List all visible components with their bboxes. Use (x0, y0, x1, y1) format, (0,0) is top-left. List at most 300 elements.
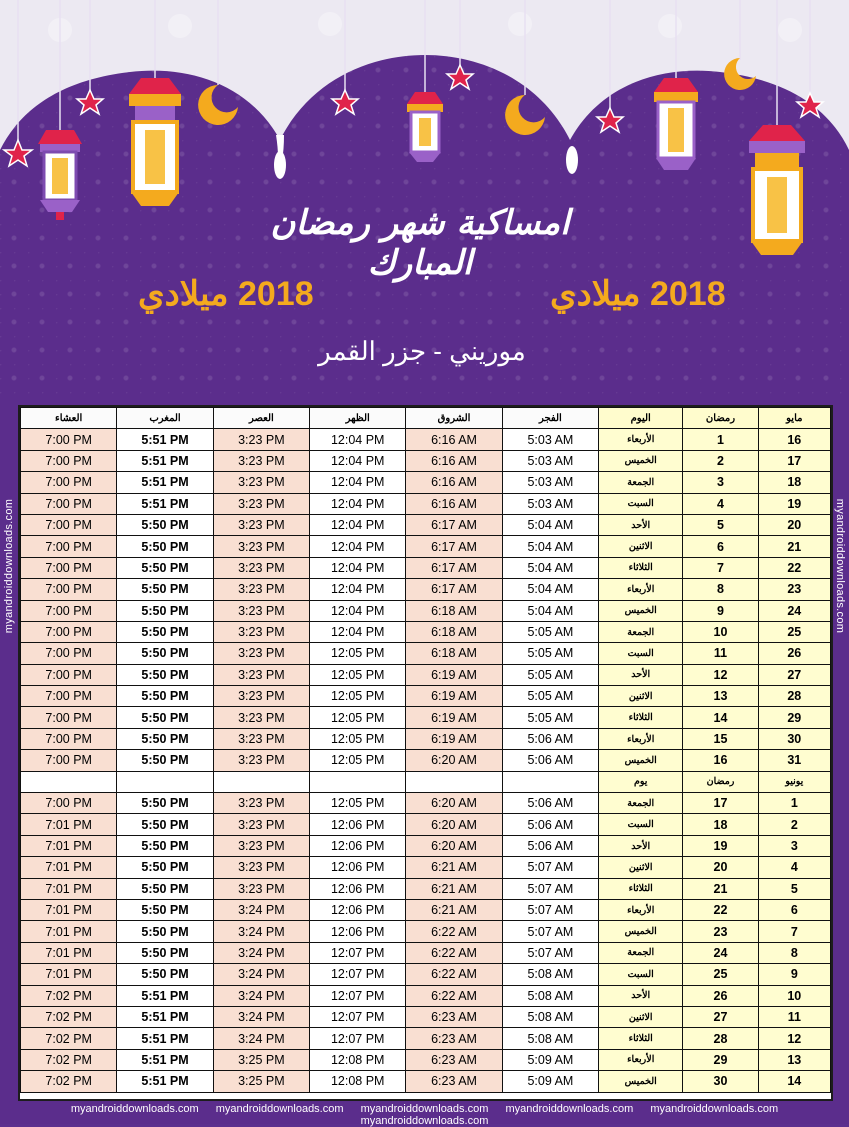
day-cell: السبت (599, 643, 683, 664)
dhuhr-cell: 12:05 PM (310, 793, 406, 814)
sunrise-cell: 6:20 AM (406, 835, 502, 856)
header-dhuhr: الظهر (310, 408, 406, 429)
maghrib-cell: 5:50 PM (117, 686, 213, 707)
isha-cell: 7:00 PM (21, 493, 117, 514)
isha-cell: 7:01 PM (21, 942, 117, 963)
table-row (21, 429, 831, 450)
ramadan-day-cell: 13 (683, 686, 758, 707)
day-cell: السبت (599, 964, 683, 985)
ramadan-day-cell: 19 (683, 835, 758, 856)
gregorian-day-cell: 16 (758, 429, 830, 450)
location-label: موريني - جزر القمر (318, 336, 526, 366)
isha-cell: 7:01 PM (21, 857, 117, 878)
table-row (21, 643, 831, 664)
fajr-cell: 5:04 AM (502, 557, 598, 578)
maghrib-cell: 5:51 PM (117, 472, 213, 493)
ramadan-day-cell: 3 (683, 472, 758, 493)
asr-cell: 3:25 PM (213, 1049, 309, 1070)
dhuhr-cell: 12:08 PM (310, 1049, 406, 1070)
isha-cell: 7:00 PM (21, 793, 117, 814)
day-cell: الأربعاء (599, 899, 683, 920)
dhuhr-cell: 12:07 PM (310, 985, 406, 1006)
dhuhr-cell: 12:07 PM (310, 1028, 406, 1049)
ramadan-day-cell: 27 (683, 1006, 758, 1027)
gregorian-day-cell: 23 (758, 579, 830, 600)
maghrib-cell: 5:50 PM (117, 514, 213, 535)
ramadan-day-cell: 2 (683, 450, 758, 471)
table-row (21, 1049, 831, 1070)
maghrib-cell: 5:51 PM (117, 1071, 213, 1092)
separator-ramadan-label: رمضان (683, 771, 758, 792)
separator-empty (310, 771, 406, 792)
sunrise-cell: 6:16 AM (406, 472, 502, 493)
sunrise-cell: 6:17 AM (406, 579, 502, 600)
maghrib-cell: 5:51 PM (117, 985, 213, 1006)
asr-cell: 3:24 PM (213, 964, 309, 985)
sunrise-cell: 6:19 AM (406, 707, 502, 728)
gregorian-day-cell: 19 (758, 493, 830, 514)
maghrib-cell: 5:50 PM (117, 878, 213, 899)
table-body-may (21, 429, 831, 771)
asr-cell: 3:23 PM (213, 878, 309, 899)
separator-empty (21, 771, 117, 792)
table-row (21, 878, 831, 899)
asr-cell: 3:23 PM (213, 664, 309, 685)
table-row (21, 1028, 831, 1049)
gregorian-day-cell: 21 (758, 536, 830, 557)
header-sunrise: الشروق (406, 408, 502, 429)
day-cell: الأحد (599, 985, 683, 1006)
sunrise-cell: 6:21 AM (406, 857, 502, 878)
ramadan-day-cell: 26 (683, 985, 758, 1006)
asr-cell: 3:23 PM (213, 600, 309, 621)
day-cell: الثلاثاء (599, 878, 683, 899)
maghrib-cell: 5:50 PM (117, 942, 213, 963)
dhuhr-cell: 12:07 PM (310, 1006, 406, 1027)
sunrise-cell: 6:20 AM (406, 814, 502, 835)
fajr-cell: 5:08 AM (502, 964, 598, 985)
maghrib-cell: 5:51 PM (117, 450, 213, 471)
sunrise-cell: 6:17 AM (406, 557, 502, 578)
ramadan-day-cell: 11 (683, 643, 758, 664)
ramadan-day-cell: 7 (683, 557, 758, 578)
dhuhr-cell: 12:04 PM (310, 514, 406, 535)
footer-watermark: myandroiddownloads.com (505, 1103, 634, 1115)
asr-cell: 3:24 PM (213, 921, 309, 942)
isha-cell: 7:00 PM (21, 643, 117, 664)
maghrib-cell: 5:51 PM (117, 1028, 213, 1049)
asr-cell: 3:23 PM (213, 493, 309, 514)
ramadan-day-cell: 15 (683, 728, 758, 749)
day-cell: الأحد (599, 514, 683, 535)
maghrib-cell: 5:50 PM (117, 835, 213, 856)
dhuhr-cell: 12:04 PM (310, 450, 406, 471)
asr-cell: 3:23 PM (213, 621, 309, 642)
gregorian-day-cell: 17 (758, 450, 830, 471)
isha-cell: 7:00 PM (21, 750, 117, 771)
dhuhr-cell: 12:08 PM (310, 1071, 406, 1092)
dhuhr-cell: 12:04 PM (310, 429, 406, 450)
asr-cell: 3:24 PM (213, 1028, 309, 1049)
table-row (21, 514, 831, 535)
isha-cell: 7:01 PM (21, 899, 117, 920)
table-row (21, 899, 831, 920)
ramadan-day-cell: 21 (683, 878, 758, 899)
day-cell: الثلاثاء (599, 1028, 683, 1049)
day-cell: الجمعة (599, 793, 683, 814)
maghrib-cell: 5:50 PM (117, 557, 213, 578)
day-cell: الخميس (599, 1071, 683, 1092)
gregorian-day-cell: 8 (758, 942, 830, 963)
ramadan-day-cell: 25 (683, 964, 758, 985)
fajr-cell: 5:06 AM (502, 835, 598, 856)
asr-cell: 3:23 PM (213, 707, 309, 728)
gregorian-day-cell: 11 (758, 1006, 830, 1027)
dhuhr-cell: 12:06 PM (310, 899, 406, 920)
fajr-cell: 5:05 AM (502, 643, 598, 664)
ramadan-day-cell: 9 (683, 600, 758, 621)
footer-watermark: myandroiddownloads.com (70, 1103, 199, 1115)
ramadan-day-cell: 23 (683, 921, 758, 942)
day-cell: الثلاثاء (599, 707, 683, 728)
separator-month-label: يونيو (758, 771, 830, 792)
fajr-cell: 5:03 AM (502, 472, 598, 493)
fajr-cell: 5:04 AM (502, 579, 598, 600)
gregorian-day-cell: 9 (758, 964, 830, 985)
footer-watermark: myandroiddownloads.com (650, 1103, 779, 1115)
maghrib-cell: 5:50 PM (117, 707, 213, 728)
dhuhr-cell: 12:04 PM (310, 493, 406, 514)
year-label-left: 2018 ميلادي (138, 275, 314, 313)
table-row (21, 814, 831, 835)
sunrise-cell: 6:16 AM (406, 429, 502, 450)
table-row (21, 835, 831, 856)
sunrise-cell: 6:19 AM (406, 664, 502, 685)
fajr-cell: 5:06 AM (502, 814, 598, 835)
isha-cell: 7:00 PM (21, 450, 117, 471)
year-label-right: 2018 ميلادي (550, 275, 726, 313)
fajr-cell: 5:04 AM (502, 514, 598, 535)
dhuhr-cell: 12:05 PM (310, 686, 406, 707)
table-row (21, 921, 831, 942)
ramadan-day-cell: 30 (683, 1071, 758, 1092)
fajr-cell: 5:04 AM (502, 536, 598, 557)
gregorian-day-cell: 24 (758, 600, 830, 621)
asr-cell: 3:23 PM (213, 793, 309, 814)
table-row (21, 728, 831, 749)
gregorian-day-cell: 3 (758, 835, 830, 856)
sunrise-cell: 6:22 AM (406, 921, 502, 942)
maghrib-cell: 5:50 PM (117, 643, 213, 664)
gregorian-day-cell: 7 (758, 921, 830, 942)
gregorian-day-cell: 31 (758, 750, 830, 771)
asr-cell: 3:23 PM (213, 429, 309, 450)
dhuhr-cell: 12:07 PM (310, 964, 406, 985)
isha-cell: 7:00 PM (21, 472, 117, 493)
ramadan-day-cell: 1 (683, 429, 758, 450)
table-row (21, 793, 831, 814)
asr-cell: 3:23 PM (213, 728, 309, 749)
fajr-cell: 5:08 AM (502, 985, 598, 1006)
table-row (21, 557, 831, 578)
asr-cell: 3:24 PM (213, 1006, 309, 1027)
footer-watermark: myandroiddownloads.com (215, 1103, 344, 1115)
isha-cell: 7:00 PM (21, 664, 117, 685)
footer-watermarks (0, 1103, 849, 1127)
dhuhr-cell: 12:05 PM (310, 750, 406, 771)
sunrise-cell: 6:23 AM (406, 1071, 502, 1092)
isha-cell: 7:01 PM (21, 835, 117, 856)
sunrise-cell: 6:23 AM (406, 1049, 502, 1070)
isha-cell: 7:00 PM (21, 557, 117, 578)
day-cell: الاثنين (599, 1006, 683, 1027)
ramadan-day-cell: 14 (683, 707, 758, 728)
asr-cell: 3:23 PM (213, 686, 309, 707)
header-banner (0, 0, 849, 400)
isha-cell: 7:00 PM (21, 579, 117, 600)
maghrib-cell: 5:51 PM (117, 429, 213, 450)
asr-cell: 3:24 PM (213, 899, 309, 920)
sunrise-cell: 6:16 AM (406, 450, 502, 471)
header-ramadan: رمضان (683, 408, 758, 429)
fajr-cell: 5:08 AM (502, 1006, 598, 1027)
day-cell: الأحد (599, 664, 683, 685)
fajr-cell: 5:03 AM (502, 493, 598, 514)
table-row (21, 536, 831, 557)
maghrib-cell: 5:50 PM (117, 964, 213, 985)
dhuhr-cell: 12:05 PM (310, 643, 406, 664)
table-row (21, 600, 831, 621)
fajr-cell: 5:09 AM (502, 1049, 598, 1070)
table-row (21, 964, 831, 985)
day-cell: الجمعة (599, 942, 683, 963)
dhuhr-cell: 12:05 PM (310, 728, 406, 749)
asr-cell: 3:23 PM (213, 857, 309, 878)
table-row (21, 1071, 831, 1092)
fajr-cell: 5:03 AM (502, 429, 598, 450)
maghrib-cell: 5:51 PM (117, 1006, 213, 1027)
isha-cell: 7:00 PM (21, 686, 117, 707)
maghrib-cell: 5:50 PM (117, 579, 213, 600)
asr-cell: 3:23 PM (213, 514, 309, 535)
page-title: امساكية شهر رمضان المبارك (270, 203, 570, 283)
fajr-cell: 5:05 AM (502, 686, 598, 707)
maghrib-cell: 5:50 PM (117, 857, 213, 878)
ramadan-day-cell: 8 (683, 579, 758, 600)
asr-cell: 3:25 PM (213, 1071, 309, 1092)
isha-cell: 7:00 PM (21, 621, 117, 642)
separator-empty (502, 771, 598, 792)
day-cell: الاثنين (599, 686, 683, 707)
gregorian-day-cell: 25 (758, 621, 830, 642)
gregorian-day-cell: 6 (758, 899, 830, 920)
day-cell: السبت (599, 493, 683, 514)
day-cell: الأحد (599, 835, 683, 856)
watermark-left: myandroiddownloads.com (3, 498, 15, 634)
sunrise-cell: 6:21 AM (406, 899, 502, 920)
gregorian-day-cell: 13 (758, 1049, 830, 1070)
day-cell: الأربعاء (599, 429, 683, 450)
table-row (21, 857, 831, 878)
isha-cell: 7:01 PM (21, 814, 117, 835)
separator-empty (213, 771, 309, 792)
day-cell: الخميس (599, 921, 683, 942)
ramadan-day-cell: 17 (683, 793, 758, 814)
table-header-row (21, 408, 831, 429)
dhuhr-cell: 12:04 PM (310, 600, 406, 621)
fajr-cell: 5:08 AM (502, 1028, 598, 1049)
maghrib-cell: 5:50 PM (117, 664, 213, 685)
fajr-cell: 5:07 AM (502, 878, 598, 899)
fajr-cell: 5:06 AM (502, 728, 598, 749)
fajr-cell: 5:07 AM (502, 942, 598, 963)
asr-cell: 3:23 PM (213, 579, 309, 600)
dhuhr-cell: 12:04 PM (310, 621, 406, 642)
isha-cell: 7:02 PM (21, 1049, 117, 1070)
table-row (21, 750, 831, 771)
asr-cell: 3:23 PM (213, 814, 309, 835)
gregorian-day-cell: 27 (758, 664, 830, 685)
day-cell: الخميس (599, 450, 683, 471)
isha-cell: 7:00 PM (21, 429, 117, 450)
header-asr: العصر (213, 408, 309, 429)
asr-cell: 3:23 PM (213, 536, 309, 557)
fajr-cell: 5:07 AM (502, 857, 598, 878)
sunrise-cell: 6:22 AM (406, 985, 502, 1006)
day-cell: الثلاثاء (599, 557, 683, 578)
table-row (21, 942, 831, 963)
sunrise-cell: 6:22 AM (406, 964, 502, 985)
day-cell: الخميس (599, 750, 683, 771)
maghrib-cell: 5:50 PM (117, 621, 213, 642)
ramadan-day-cell: 6 (683, 536, 758, 557)
dhuhr-cell: 12:05 PM (310, 664, 406, 685)
day-cell: الأربعاء (599, 728, 683, 749)
table-row (21, 579, 831, 600)
ramadan-day-cell: 4 (683, 493, 758, 514)
gregorian-day-cell: 20 (758, 514, 830, 535)
gregorian-day-cell: 28 (758, 686, 830, 707)
isha-cell: 7:01 PM (21, 964, 117, 985)
footer-watermark: myandroiddownloads.com (360, 1103, 489, 1115)
gregorian-day-cell: 4 (758, 857, 830, 878)
gregorian-day-cell: 22 (758, 557, 830, 578)
asr-cell: 3:23 PM (213, 472, 309, 493)
sunrise-cell: 6:19 AM (406, 728, 502, 749)
fajr-cell: 5:06 AM (502, 793, 598, 814)
day-cell: الاثنين (599, 536, 683, 557)
ramadan-day-cell: 29 (683, 1049, 758, 1070)
day-cell: الاثنين (599, 857, 683, 878)
table-row (21, 450, 831, 471)
header-maghrib: المغرب (117, 408, 213, 429)
sunrise-cell: 6:18 AM (406, 621, 502, 642)
asr-cell: 3:23 PM (213, 835, 309, 856)
gregorian-day-cell: 30 (758, 728, 830, 749)
ramadan-day-cell: 5 (683, 514, 758, 535)
maghrib-cell: 5:50 PM (117, 921, 213, 942)
maghrib-cell: 5:51 PM (117, 1049, 213, 1070)
dhuhr-cell: 12:06 PM (310, 857, 406, 878)
gregorian-day-cell: 12 (758, 1028, 830, 1049)
fajr-cell: 5:05 AM (502, 664, 598, 685)
fajr-cell: 5:05 AM (502, 707, 598, 728)
fajr-cell: 5:09 AM (502, 1071, 598, 1092)
day-cell: السبت (599, 814, 683, 835)
ramadan-day-cell: 10 (683, 621, 758, 642)
isha-cell: 7:00 PM (21, 707, 117, 728)
sunrise-cell: 6:16 AM (406, 493, 502, 514)
sunrise-cell: 6:23 AM (406, 1006, 502, 1027)
day-cell: الأربعاء (599, 1049, 683, 1070)
sunrise-cell: 6:18 AM (406, 643, 502, 664)
dhuhr-cell: 12:05 PM (310, 707, 406, 728)
sunrise-cell: 6:22 AM (406, 942, 502, 963)
isha-cell: 7:02 PM (21, 985, 117, 1006)
maghrib-cell: 5:50 PM (117, 899, 213, 920)
dhuhr-cell: 12:06 PM (310, 814, 406, 835)
maghrib-cell: 5:50 PM (117, 814, 213, 835)
asr-cell: 3:23 PM (213, 450, 309, 471)
day-cell: الجمعة (599, 621, 683, 642)
dhuhr-cell: 12:07 PM (310, 942, 406, 963)
maghrib-cell: 5:50 PM (117, 600, 213, 621)
ramadan-day-cell: 20 (683, 857, 758, 878)
ramadan-day-cell: 24 (683, 942, 758, 963)
sunrise-cell: 6:19 AM (406, 686, 502, 707)
gregorian-day-cell: 18 (758, 472, 830, 493)
table-body-june (21, 793, 831, 1092)
gregorian-day-cell: 1 (758, 793, 830, 814)
separator-day-label: يوم (599, 771, 683, 792)
table-row (21, 493, 831, 514)
day-cell: الخميس (599, 600, 683, 621)
sunrise-cell: 6:21 AM (406, 878, 502, 899)
isha-cell: 7:02 PM (21, 1028, 117, 1049)
maghrib-cell: 5:50 PM (117, 750, 213, 771)
day-cell: الجمعة (599, 472, 683, 493)
month-separator-row (21, 771, 831, 792)
header-day: اليوم (599, 408, 683, 429)
sunrise-cell: 6:20 AM (406, 750, 502, 771)
sunrise-cell: 6:17 AM (406, 536, 502, 557)
sunrise-cell: 6:20 AM (406, 793, 502, 814)
gregorian-day-cell: 10 (758, 985, 830, 1006)
ramadan-day-cell: 22 (683, 899, 758, 920)
asr-cell: 3:23 PM (213, 557, 309, 578)
table-row (21, 686, 831, 707)
fajr-cell: 5:07 AM (502, 899, 598, 920)
isha-cell: 7:01 PM (21, 921, 117, 942)
footer-watermark: myandroiddownloads.com (360, 1115, 489, 1127)
asr-cell: 3:24 PM (213, 942, 309, 963)
separator-empty (117, 771, 213, 792)
dhuhr-cell: 12:06 PM (310, 878, 406, 899)
ramadan-day-cell: 12 (683, 664, 758, 685)
maghrib-cell: 5:50 PM (117, 793, 213, 814)
gregorian-day-cell: 29 (758, 707, 830, 728)
day-cell: الأربعاء (599, 579, 683, 600)
header-fajr: الفجر (502, 408, 598, 429)
asr-cell: 3:23 PM (213, 643, 309, 664)
dhuhr-cell: 12:06 PM (310, 921, 406, 942)
isha-cell: 7:00 PM (21, 728, 117, 749)
fajr-cell: 5:05 AM (502, 621, 598, 642)
dhuhr-cell: 12:04 PM (310, 579, 406, 600)
table-row (21, 985, 831, 1006)
sunrise-cell: 6:18 AM (406, 600, 502, 621)
gregorian-day-cell: 26 (758, 643, 830, 664)
